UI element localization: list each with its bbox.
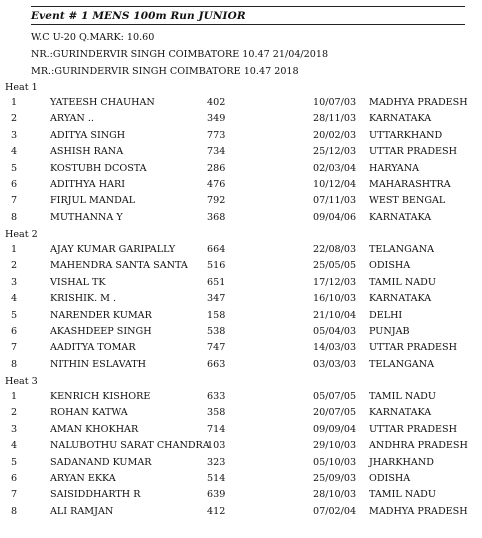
athlete-position: 4	[11, 440, 18, 452]
athlete-state: TAMIL NADU	[369, 276, 436, 288]
athlete-dob: 03/03/03	[313, 358, 357, 370]
athlete-position: 1	[11, 97, 18, 108]
athlete-dob: 05/07/05	[313, 391, 357, 402]
athlete-dob: 09/04/06	[313, 211, 357, 223]
athlete-position: 8	[11, 358, 18, 370]
athlete-row	[0, 113, 482, 129]
athlete-name: ARYAN EKKA	[50, 473, 116, 484]
athlete-row	[0, 473, 482, 489]
athlete-row	[0, 260, 482, 276]
athlete-dob: 02/03/04	[313, 162, 357, 174]
athlete-bib: 714	[207, 423, 226, 435]
athlete-state: UTTAR PRADESH	[369, 146, 457, 158]
title-top-rule	[31, 6, 465, 7]
athlete-position: 3	[11, 423, 18, 435]
athlete-row	[0, 457, 482, 473]
athlete-dob: 17/12/03	[313, 276, 357, 288]
athlete-name: AADITYA TOMAR	[50, 342, 136, 354]
athlete-name: KENRICH KISHORE	[50, 391, 151, 402]
athlete-bib: 747	[207, 342, 226, 354]
athlete-dob: 07/02/04	[313, 505, 357, 517]
athlete-state: TELANGANA	[369, 358, 435, 370]
athlete-state: KARNATAKA	[369, 113, 432, 125]
athlete-row	[0, 163, 482, 179]
athlete-state: ODISHA	[369, 473, 411, 484]
athlete-name: KRISHIK. M .	[50, 293, 117, 305]
athlete-state: WEST BENGAL	[369, 195, 446, 207]
athlete-bib: 358	[207, 407, 226, 419]
athlete-name: NALUBOTHU SARAT CHANDRA	[50, 440, 210, 452]
athlete-dob: 25/12/03	[313, 146, 357, 158]
athlete-dob: 28/10/03	[313, 489, 357, 501]
athlete-name: MAHENDRA SANTA SANTA	[50, 260, 188, 272]
athlete-position: 7	[11, 489, 18, 501]
athlete-row	[0, 97, 482, 113]
athlete-name: NARENDER KUMAR	[50, 309, 152, 321]
athlete-name: FIRJUL MANDAL	[50, 195, 136, 207]
athlete-bib: 402	[207, 97, 226, 108]
athlete-dob: 28/11/03	[313, 113, 357, 125]
athlete-row	[0, 489, 482, 505]
athlete-bib: 792	[207, 195, 226, 207]
athlete-position: 7	[11, 342, 18, 354]
athlete-name: YATEESH CHAUHAN	[50, 97, 155, 108]
athlete-dob: 20/02/03	[313, 129, 357, 141]
athlete-state: ODISHA	[369, 260, 411, 272]
athlete-bib: 516	[207, 260, 226, 272]
athlete-state: MAHARASHTRA	[369, 179, 451, 190]
athlete-row	[0, 244, 482, 260]
athlete-name: AMAN KHOKHAR	[50, 423, 139, 435]
athlete-position: 3	[11, 129, 18, 141]
athlete-row	[0, 342, 482, 358]
athlete-bib: 158	[207, 309, 226, 321]
athlete-bib: 347	[207, 293, 226, 305]
athlete-row	[0, 146, 482, 162]
title-underline	[31, 24, 465, 25]
athlete-dob: 25/09/03	[313, 473, 357, 484]
athlete-name: ARYAN ..	[50, 113, 94, 125]
athlete-name: NITHIN ESLAVATH	[50, 358, 147, 370]
event-title: Event # 1 MENS 100m Run JUNIOR	[31, 10, 246, 22]
athlete-position: 2	[11, 407, 18, 419]
athlete-bib: 103	[207, 440, 226, 452]
athlete-position: 5	[11, 309, 18, 321]
athlete-position: 1	[11, 244, 18, 255]
athlete-dob: 22/08/03	[313, 244, 357, 255]
athlete-name: ROHAN KATWA	[50, 407, 128, 419]
athlete-position: 4	[11, 146, 18, 158]
heat-label: Heat 1	[5, 82, 38, 93]
athlete-bib: 476	[207, 179, 226, 190]
heat-label: Heat 3	[5, 376, 38, 387]
athlete-row	[0, 326, 482, 342]
athlete-state: DELHI	[369, 309, 403, 321]
athlete-name: VISHAL TK	[50, 276, 106, 288]
athlete-position: 8	[11, 211, 18, 223]
athlete-bib: 514	[207, 473, 226, 484]
athlete-bib: 773	[207, 129, 226, 141]
athlete-row	[0, 179, 482, 195]
athlete-name: SADANAND KUMAR	[50, 456, 152, 468]
athlete-position: 5	[11, 456, 18, 468]
athlete-position: 1	[11, 391, 18, 402]
athlete-state: UTTARKHAND	[369, 129, 443, 141]
athlete-position: 6	[11, 326, 18, 337]
athlete-row	[0, 440, 482, 456]
athlete-name: KOSTUBH DCOSTA	[50, 162, 147, 174]
athlete-position: 6	[11, 473, 18, 484]
athlete-row	[0, 310, 482, 326]
athlete-name: ADITYA SINGH	[50, 129, 126, 141]
athlete-state: KARNATAKA	[369, 293, 432, 305]
athlete-bib: 286	[207, 162, 226, 174]
athlete-state: ANDHRA PRADESH	[369, 440, 468, 452]
athlete-position: 5	[11, 162, 18, 174]
athlete-name: MUTHANNA Y	[50, 211, 123, 223]
athlete-bib: 664	[207, 244, 226, 255]
athlete-row	[0, 407, 482, 423]
athlete-state: HARYANA	[369, 162, 420, 174]
athlete-state: MADHYA PRADESH	[369, 97, 468, 108]
athlete-state: PUNJAB	[369, 326, 410, 337]
athlete-row	[0, 277, 482, 293]
athlete-bib: 538	[207, 326, 226, 337]
athlete-position: 2	[11, 260, 18, 272]
athlete-row	[0, 195, 482, 211]
athlete-name: ADITHYA HARI	[50, 179, 126, 190]
athlete-bib: 734	[207, 146, 226, 158]
athlete-bib: 633	[207, 391, 226, 402]
athlete-dob: 09/09/04	[313, 423, 357, 435]
athlete-bib: 651	[207, 276, 226, 288]
athlete-row	[0, 506, 482, 522]
athlete-bib: 663	[207, 358, 226, 370]
athlete-dob: 20/07/05	[313, 407, 357, 419]
athlete-dob: 14/03/03	[313, 342, 357, 354]
athlete-dob: 21/10/04	[313, 309, 357, 321]
qualifying-mark: W.C U-20 Q.MARK: 10.60	[31, 32, 155, 43]
athlete-position: 2	[11, 113, 18, 125]
athlete-position: 3	[11, 276, 18, 288]
athlete-state: KARNATAKA	[369, 211, 432, 223]
athlete-position: 8	[11, 505, 18, 517]
athlete-name: ASHISH RANA	[50, 146, 124, 158]
athlete-state: UTTAR PRADESH	[369, 423, 457, 435]
athlete-state: MADHYA PRADESH	[369, 505, 468, 517]
athlete-name: SAISIDDHARTH R	[50, 489, 141, 501]
athlete-bib: 349	[207, 113, 226, 125]
athlete-bib: 368	[207, 211, 226, 223]
athlete-position: 7	[11, 195, 18, 207]
athlete-dob: 05/04/03	[313, 326, 357, 337]
national-record: NR.:GURINDERVIR SINGH COIMBATORE 10.47 21/04/2018	[31, 49, 329, 60]
athlete-dob: 10/12/04	[313, 179, 357, 190]
athlete-name: AKASHDEEP SINGH	[50, 326, 152, 337]
athlete-row	[0, 359, 482, 375]
athlete-dob: 07/11/03	[313, 195, 357, 207]
athlete-dob: 25/05/05	[313, 260, 357, 272]
athlete-state: TAMIL NADU	[369, 391, 436, 402]
athlete-bib: 412	[207, 505, 226, 517]
athlete-dob: 29/10/03	[313, 440, 357, 452]
athlete-position: 4	[11, 293, 18, 305]
athlete-row	[0, 130, 482, 146]
athlete-state: TAMIL NADU	[369, 489, 436, 501]
athlete-position: 6	[11, 179, 18, 190]
athlete-dob: 10/07/03	[313, 97, 357, 108]
athlete-dob: 05/10/03	[313, 456, 357, 468]
athlete-bib: 323	[207, 456, 226, 468]
athlete-row	[0, 391, 482, 407]
athlete-state: TELANGANA	[369, 244, 435, 255]
athlete-state: UTTAR PRADESH	[369, 342, 457, 354]
athlete-state: JHARKHAND	[369, 456, 434, 468]
athlete-row	[0, 293, 482, 309]
athlete-bib: 639	[207, 489, 226, 501]
athlete-row	[0, 424, 482, 440]
athlete-name: ALI RAMJAN	[50, 505, 114, 517]
athlete-state: KARNATAKA	[369, 407, 432, 419]
athlete-row	[0, 212, 482, 228]
athlete-name: AJAY KUMAR GARIPALLY	[50, 244, 176, 255]
heat-label: Heat 2	[5, 229, 38, 240]
athlete-dob: 16/10/03	[313, 293, 357, 305]
meet-record: MR.:GURINDERVIR SINGH COIMBATORE 10.47 2018	[31, 66, 299, 77]
